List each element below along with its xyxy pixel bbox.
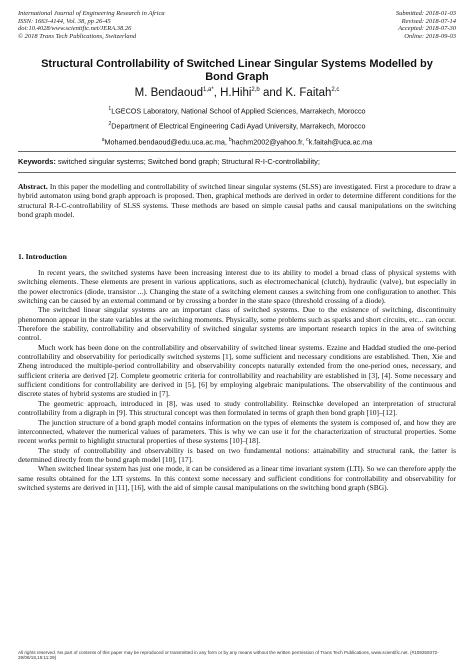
affiliation-superscript: 2 xyxy=(108,121,112,127)
divider-top xyxy=(18,151,456,152)
dates-header xyxy=(396,10,456,40)
copyright-footer: All rights reserved. No part of contents of this paper may be reproduced or transmitted in any form or by any means without the written permission of Trans Tech Publications, www.scientific.net. (#109269372-29/08/18,15:11:29) xyxy=(18,650,439,661)
online-date: Online: 2018-09-03 xyxy=(404,32,456,40)
affiliation-2 xyxy=(0,121,474,130)
journal-issn: ISSN: 1663-4144, Vol. 38, pp 26-45 xyxy=(18,17,111,25)
paragraph: The switched linear singular systems are an important class of switched systems. Due to the existence of switching, discontinuity phenomenon appear in the state variables at the switching moments. Physically, some problems such as sparks and short circuits, etc... can occur. Therefore the stability, controllability and observability of switched singular systems are important research topics in the area of switching control. xyxy=(18,305,456,343)
revised-date: Revised: 2018-07-14 xyxy=(401,17,456,25)
journal-header xyxy=(18,10,165,40)
journal-copyright: © 2018 Trans Tech Publications, Switzerland xyxy=(18,32,137,40)
journal-name: International Journal of Engineering Research in Africa xyxy=(18,10,165,17)
abstract-label: Abstract. xyxy=(18,182,48,191)
introduction-body xyxy=(18,268,456,492)
paragraph: The junction structure of a bond graph model contains information on the types of elements the system is composed of, and how they are interconnected, whatever the numerical values of parameters. This is why we can use it for the characterization of structural properties. Some recent works permit to highlight structural properties of these systems [10]–[18]. xyxy=(18,417,456,446)
submitted-date: Submitted: 2018-01-03 xyxy=(395,10,456,17)
keywords-label: Keywords: xyxy=(18,157,56,166)
paragraph: The study of controllability and observability is based on two fundamental notions: attainability and structural rank, the latter is determined directly from the bond graph model [10], [17]. xyxy=(18,445,456,464)
email-superscript: c xyxy=(306,137,309,143)
section-heading: 1. Introduction xyxy=(18,252,67,261)
keywords-text: switched singular systems; Switched bond graph; Structural R-I-C-controllability; xyxy=(55,157,320,166)
authors-line xyxy=(0,87,474,99)
email-superscript: b xyxy=(228,137,232,143)
email-superscript: a xyxy=(101,137,105,143)
affiliation-text: Department of Electrical Engineering Cadi Ayad University, Marrakech, Morocco xyxy=(111,121,366,131)
paragraph: Much work has been done on the controllability and observability of switched linear systems. Ezzine and Haddad studied the one-period controllability and observability for periodically switched systems [1], some sufficient and necessary conditions are established. Then, Xie and Zheng introduced the multiple-period controllability and observability concepts naturally extended from the one-period ones, necessary, and sufficient criteria are derived [2]. Complete geometric criteria for controllability and reachability are established in [3], [4]. Some necessary and sufficient conditions for controllability are derived in [5], [6] by employing algebraic manipulations. The observability of the continuous and discrete states of hybrid systems are studied in [7]. xyxy=(18,342,456,399)
author-superscript: 2,b xyxy=(251,87,260,94)
affiliation-superscript: 1 xyxy=(108,106,112,112)
keywords xyxy=(18,157,458,166)
email-c: k.faitah@uca.ac.ma xyxy=(308,137,373,147)
paper-title: Structural Controllability of Switched Linear Singular Systems Modelled by Bond Graph xyxy=(41,58,433,83)
paragraph: In recent years, the switched systems have been increasing interest due to its ability to model a broad class of physical systems with switching elements. These elements are present in various applications, such as electromechanical (clutch), hydraulic (valve), but especially in the power electronics (diode, transistor ...). Changing the state of a switching element causes a switching from one configuration to another. This switching can be caused by an external command or by crossing a border in the state space (threshold crossing of a diode). xyxy=(18,268,456,306)
email-b: hachm2002@yahoo.fr, xyxy=(231,137,307,147)
author-superscript: 1,a* xyxy=(203,87,214,94)
journal-doi: doi:10.4028/www.scientific.net/JERA.38.26 xyxy=(18,25,132,33)
accepted-date: Accepted: 2018-07-30 xyxy=(398,25,456,33)
email-a: Mohamed.bendaoud@edu.uca.ac.ma, xyxy=(104,137,229,147)
author-name: and K. Faitah xyxy=(259,87,332,99)
paragraph: The geometric approach, introduced in [8], was used to study controllability. Reinschke developed an interpretation of structural controllability from a digraph in [9]. This structural concept was then formulated in terms of graph then bond graph [10]–[12]. xyxy=(18,398,456,418)
author-name: , H.Hihi xyxy=(213,87,252,99)
author-superscript: 2,c xyxy=(331,87,340,94)
divider-bottom xyxy=(18,172,456,173)
author-emails xyxy=(0,137,474,146)
paragraph: When switched linear system has just one mode, it can be considered as a linear time invariant system (LTI). So we can therefore apply the same results obtained for the LTI systems. In this context some necessary and sufficient conditions for controllability and observability for switched systems are derived in [11], [16], with the aid of simple causal manipulations on the switching bond graph (SBG). xyxy=(18,464,456,492)
abstract-text: In this paper the modelling and controllability of switched linear singular systems (SLSS) are investigated. First a procedure to draw a hybrid automaton using bond graph approach is proposed. Then, graphical methods are derived in order to determine different conditions for the structural R-I-C-controllability of SLSS systems. These methods are based on simple causal paths and causal manipulations on the switching bond graph model. xyxy=(18,182,456,220)
author-name: M. Bendaoud xyxy=(134,87,204,99)
affiliation-1 xyxy=(0,106,474,115)
affiliation-text: LGECOS Laboratory, National School of Applied Sciences, Marrakech, Morocco xyxy=(111,106,366,116)
abstract xyxy=(18,182,456,220)
